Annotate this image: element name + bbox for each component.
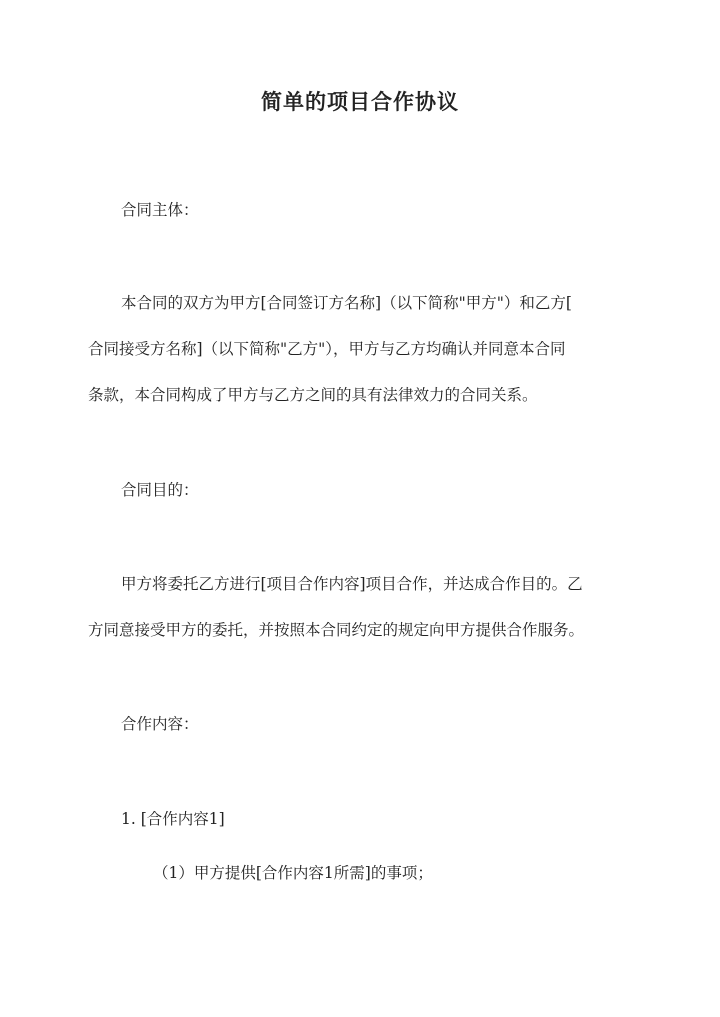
section-heading-content: 合作内容： [121, 715, 199, 733]
paragraph-line: 方同意接受甲方的委托，并按照本合同约定的规定向甲方提供合作服务。 [88, 621, 585, 639]
paragraph-line: 条款，本合同构成了甲方与乙方之间的具有法律效力的合同关系。 [88, 386, 538, 404]
sub-list-item: （1）甲方提供[合作内容1所需]的事项； [153, 864, 433, 882]
paragraph-line: 合同接受方名称]（以下简称"乙方"），甲方与乙方均确认并同意本合同 [88, 340, 566, 358]
document-title: 简单的项目合作协议 [261, 89, 459, 114]
paragraph-line: 本合同的双方为甲方[合同签订方名称]（以下简称"甲方"）和乙方[ [121, 294, 572, 312]
list-item: 1. [合作内容1] [121, 810, 225, 828]
section-heading-subject: 合同主体： [121, 201, 199, 219]
paragraph-line: 甲方将委托乙方进行[项目合作内容]项目合作，并达成合作目的。乙 [121, 575, 583, 593]
section-heading-purpose: 合同目的： [121, 481, 199, 499]
